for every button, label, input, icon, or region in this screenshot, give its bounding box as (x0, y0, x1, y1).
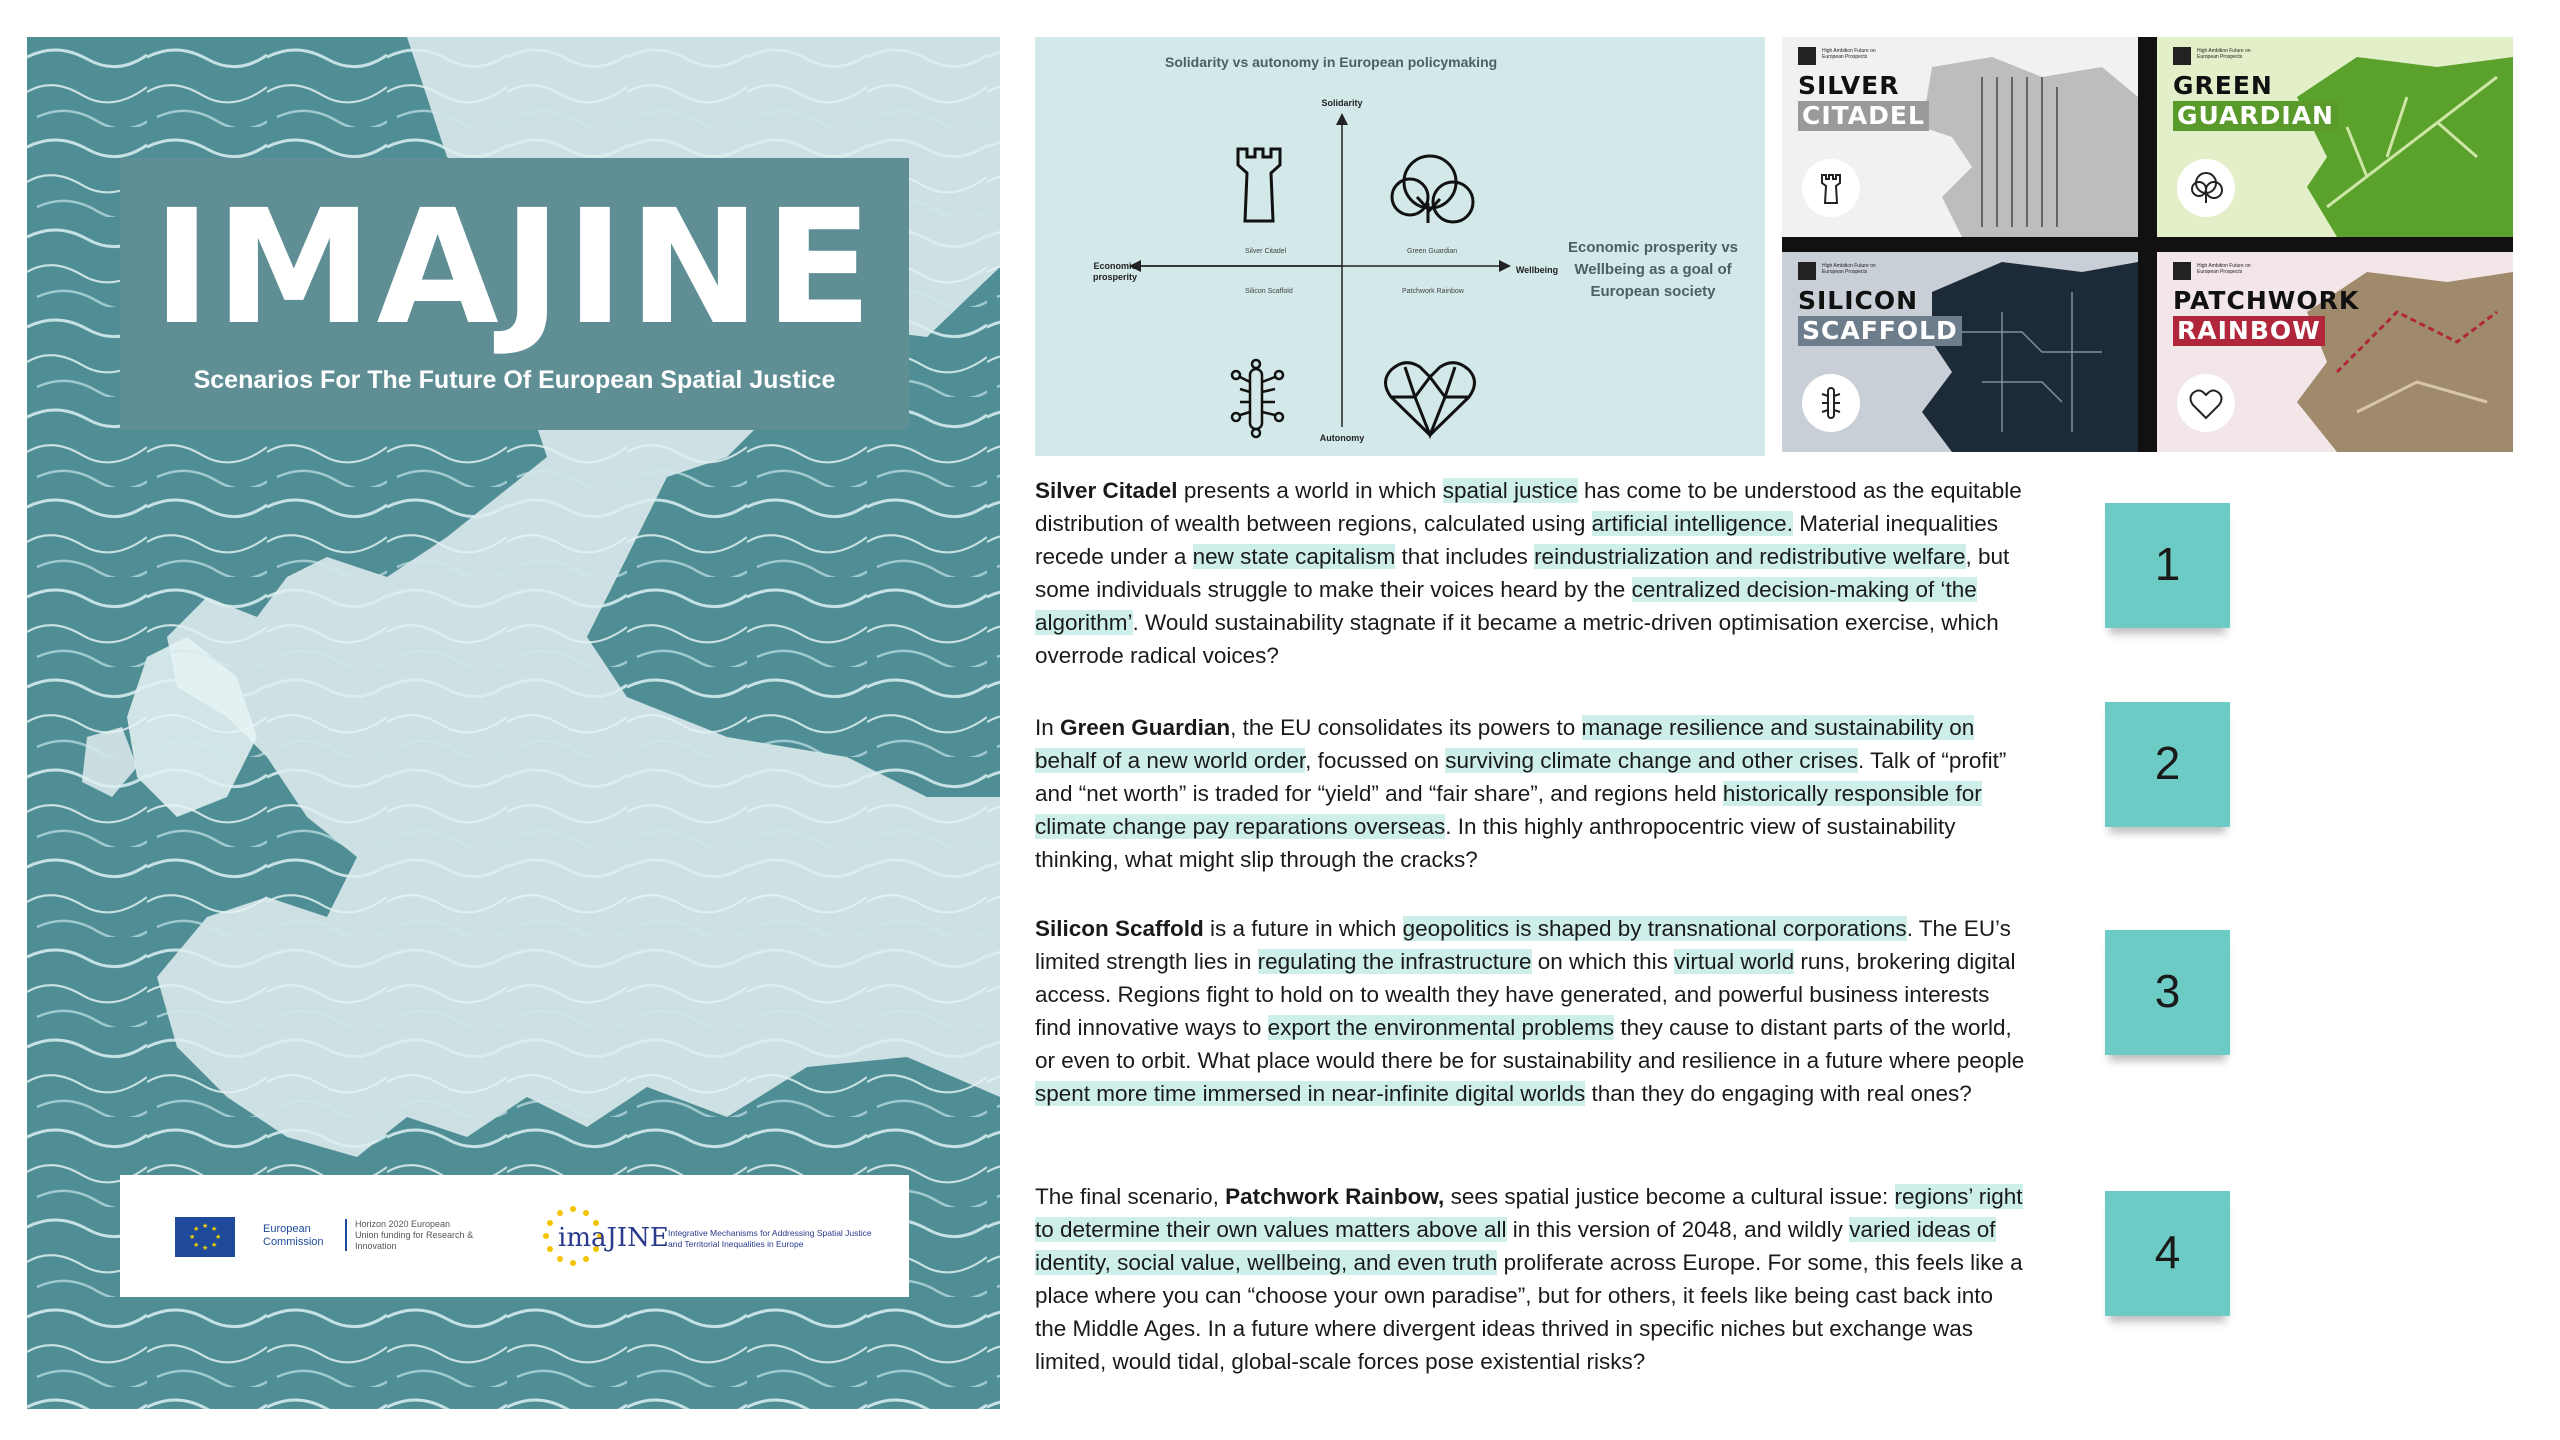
cover-subtitle: Scenarios For The Future Of European Spatial Justice (193, 366, 836, 394)
heart-badge-icon (2177, 374, 2235, 432)
card-green-guardian (2157, 37, 2513, 237)
brand-mark-icon (2173, 262, 2191, 280)
sticky-note-2 (2105, 702, 2230, 827)
imajine-wordmark: imaJINE (558, 1223, 669, 1253)
tower-icon (1238, 149, 1280, 221)
logo-strip (120, 1175, 909, 1297)
circuit-badge-icon (1802, 374, 1860, 432)
brand-mark-icon (1798, 262, 1816, 280)
text-run: In (1035, 715, 1061, 740)
sticky-note-1 (2105, 503, 2230, 628)
card-silver-citadel (1782, 37, 2138, 237)
sticky-note-3 (2105, 930, 2230, 1055)
diagram-title: Solidarity vs autonomy in European policymaking (1165, 54, 1498, 70)
axis-right-label: Wellbeing (1515, 265, 1559, 275)
card-title-word1: SILICON (1798, 286, 1919, 315)
scenario-name: Patchwork Rainbow, (1225, 1184, 1445, 1209)
brand-text: High Ambition Future on European Prospects (1822, 48, 1876, 60)
brand-text: High Ambition Future on European Prospects (2197, 48, 2251, 60)
card-patchwork-rainbow (2157, 252, 2513, 452)
text-run: , focussed on (1305, 748, 1446, 773)
card-title-word1: GREEN (2173, 71, 2273, 100)
highlight: spent more time immersed in near-infinite digital worlds (1035, 1081, 1586, 1106)
text-run: Material inequalities recede under a (1035, 511, 1999, 569)
highlight: centralized decision-making of ‘the algorithm’ (1035, 577, 1977, 635)
text-run: is a future in which (1203, 916, 1403, 941)
highlight: regions’ right to determine their own values matters above all (1035, 1184, 2023, 1242)
diagram-goal-note: Economic prosperity vs Wellbeing as a goal of European society (1567, 239, 1739, 300)
ec-funding-text: Horizon 2020 European Union funding for Research & Innovation (355, 1219, 474, 1251)
highlight: reindustrialization and redistributive welfare (1534, 544, 1966, 569)
european-commission-logo (175, 1213, 475, 1263)
scenario-cards-grid (1782, 37, 2513, 452)
note-number: 1 (2154, 538, 2181, 590)
scenario-paragraph-green-guardian (1035, 711, 2025, 876)
highlight: historically responsible for climate change pay reparations overseas (1035, 781, 1982, 839)
text-run: presents a world in which (1177, 478, 1443, 503)
brand-text: High Ambition Future on European Prospects (1822, 263, 1876, 275)
imajine-description: Integrative Mechanisms for Addressing Spatial Justice and Territorial Inequalities in Europe (668, 1228, 872, 1249)
text-run: . Would sustainability stagnate if it became a metric-driven optimisation exercise, which overrode radical voices? (1035, 610, 1999, 668)
note-number: 2 (2154, 737, 2181, 789)
scenario-name: Silver Citadel (1035, 478, 1178, 503)
text-run: proliferate across Europe. For some, this feels like a place where you can “choose your own paradise”, but for others, it feels like being cast back into the Middle Ages. In a future where divergent ideas thrived in specific niches but exchange was limited, would tidal, global-scale forces pose existential risks? (1035, 1250, 2023, 1374)
text-run: in this version of 2048, and wildly (1506, 1217, 1850, 1242)
text-run: on which this (1531, 949, 1675, 974)
text-run: . In this highly anthropocentric view of sustainability thinking, what might slip through the cracks? (1035, 814, 1956, 872)
report-cover (27, 37, 1000, 1409)
circuit-icon (1232, 360, 1283, 437)
note-number: 4 (2154, 1226, 2181, 1278)
text-run: . The EU’s limited strength lies in (1035, 916, 2011, 974)
card-title-word2: RAINBOW (2173, 316, 2325, 346)
tower-badge-icon (1802, 159, 1860, 217)
sticky-note-4 (2105, 1191, 2230, 1316)
card-title-word2: CITADEL (1798, 101, 1929, 131)
highlight: manage resilience and sustainability on behalf of a new world order (1035, 715, 1975, 773)
text-run: that includes (1395, 544, 1535, 569)
axis-bottom-label: Autonomy (1319, 433, 1365, 443)
card-title-word2: GUARDIAN (2173, 101, 2338, 131)
note-number: 3 (2154, 965, 2181, 1017)
text-run: than they do engaging with real ones? (1585, 1081, 1972, 1106)
title-box (120, 158, 909, 430)
heart-icon (1386, 363, 1475, 435)
quadrant-label-patchwork-rainbow: Patchwork Rainbow (1402, 288, 1464, 295)
text-run: The final scenario, (1035, 1184, 1226, 1209)
text-run: . Talk of “profit” and “net worth” is traded for “yield” and “fair share”, and regions held (1035, 748, 2007, 806)
axis-top-label: Solidarity (1321, 98, 1363, 108)
cover-title: IMAJINE (152, 176, 877, 360)
tree-icon (1392, 156, 1473, 223)
scenario-paragraph-patchwork-rainbow (1035, 1180, 2025, 1378)
brand-mark-icon (1798, 47, 1816, 65)
quadrant-label-green-guardian: Green Guardian (1407, 248, 1458, 255)
highlight: regulating the infrastructure (1257, 949, 1532, 974)
highlight: varied ideas of identity, social value, wellbeing, and even truth (1035, 1217, 1996, 1275)
highlight: artificial intelligence. (1591, 511, 1793, 536)
highlight: new state capitalism (1192, 544, 1396, 569)
card-title-word1: SILVER (1798, 71, 1900, 100)
scenario-paragraph-silicon-scaffold (1035, 912, 2025, 1110)
imajine-logo (540, 1203, 880, 1273)
highlight: virtual world (1674, 949, 1795, 974)
quadrant-label-silver-citadel: Silver Citadel (1245, 248, 1287, 255)
card-title-word2: SCAFFOLD (1798, 316, 1962, 346)
scenario-name: Silicon Scaffold (1035, 916, 1204, 941)
text-run: has come to be understood as the equitable distribution of wealth between regions, calculated using (1035, 478, 2022, 536)
axis-left-label: Economic prosperity (1092, 261, 1137, 282)
highlight: geopolitics is shaped by transnational corporations (1402, 916, 1907, 941)
logo-divider (345, 1219, 347, 1251)
highlight: spatial justice (1442, 478, 1578, 503)
eu-flag-icon: ★ ★ ★ ★ ★ ★ ★ ★ (175, 1217, 235, 1257)
text-run: , but some individuals struggle to make their voices heard by the (1035, 544, 2010, 602)
brand-mark-icon (2173, 47, 2191, 65)
text-run: , the EU consolidates its powers to (1230, 715, 1582, 740)
brand-text: High Ambition Future on European Prospects (2197, 263, 2251, 275)
scenario-quadrant-diagram (1035, 37, 1765, 456)
card-title-word1: PATCHWORK (2173, 286, 2360, 315)
quadrant-label-silicon-scaffold: Silicon Scaffold (1245, 288, 1293, 295)
highlight: export the environmental problems (1267, 1015, 1615, 1040)
card-silicon-scaffold (1782, 252, 2138, 452)
scenario-name: Green Guardian (1060, 715, 1231, 740)
ec-name: European Commission (263, 1223, 324, 1248)
highlight: surviving climate change and other crises (1445, 748, 1858, 773)
text-run: runs, brokering digital access. Regions fight to hold on to wealth they have generated, and powerful business interests find innovative ways to (1035, 949, 2016, 1040)
text-run: sees spatial justice become a cultural issue: (1444, 1184, 1895, 1209)
scenario-paragraph-silver-citadel (1035, 474, 2025, 672)
text-run: they cause to distant parts of the world, or even to orbit. What place would there be for sustainability and resilience in a future where people (1035, 1015, 2025, 1073)
tree-badge-icon (2177, 159, 2235, 217)
